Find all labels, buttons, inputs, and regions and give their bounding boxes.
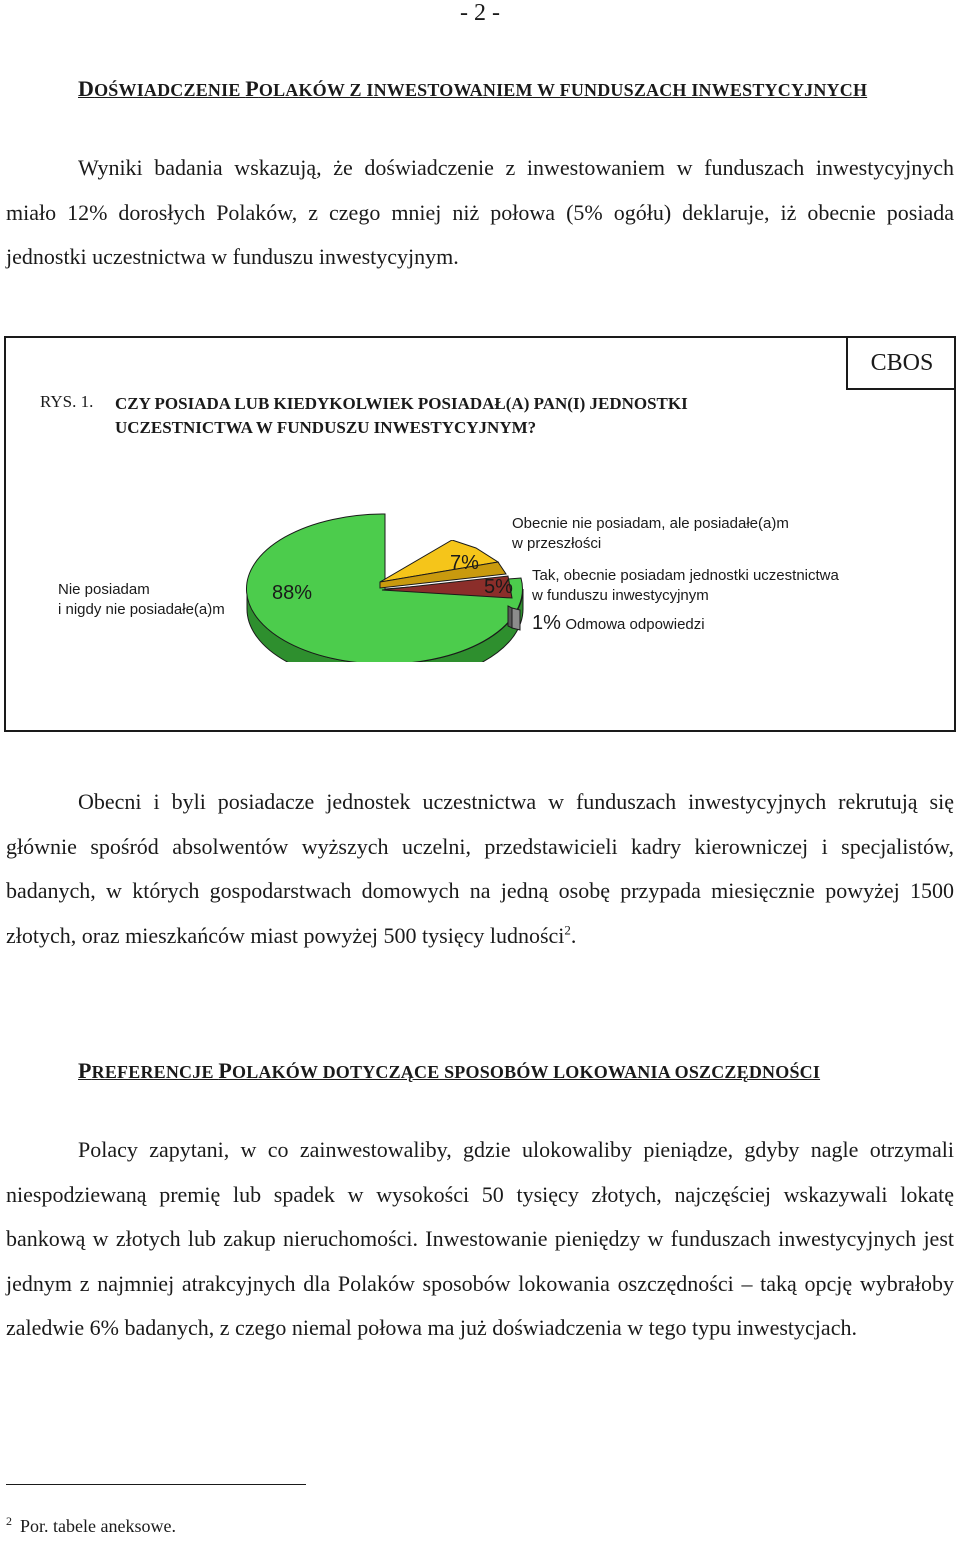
section-heading-preferences bbox=[78, 1058, 820, 1084]
slice-label-line: i nigdy nie posiadałe(a)m bbox=[58, 601, 225, 618]
slice-value-88: 88% bbox=[272, 582, 313, 604]
footnote-reference[interactable]: 2 bbox=[564, 922, 571, 938]
heading-part: P bbox=[78, 1058, 92, 1083]
heading-part: OLAKÓW Z INWESTOWANIEM W FUNDUSZACH INWESTYCYJNYCH bbox=[258, 80, 868, 100]
paragraph-intro bbox=[6, 146, 954, 280]
slice-value-5: 5% bbox=[484, 576, 513, 598]
heading-part: REFERENCJE bbox=[91, 1062, 219, 1082]
figure-title-line: UCZESTNICTWA W FUNDUSZU INWESTYCYJNYM? bbox=[115, 418, 537, 437]
paragraph-text: Polacy zapytani, w co zainwestowaliby, gdzie ulokowaliby pieniądze, gdyby nagle otrzymali niespodziewaną premię lub spadek w wysokości 50 tysięcy złotych, najczęściej wskazywali lokatę bankową w złotych lub zakup nieruchomości. Inwestowanie pieniędzy w funduszach inwestycyjnych jest jednym z najmniej atrakcyjnych dla Polaków sposobów lokowania oszczędności – taką opcję wybrałoby zaledwie 6% badanych, z czego niemal połowa ma już doświadczenia w tego typu inwestycjach. bbox=[6, 1137, 954, 1341]
slice-label-line: Nie posiadam bbox=[58, 581, 150, 598]
slice-label-currently-owned bbox=[532, 566, 839, 606]
footnote-number: 2 bbox=[6, 1514, 12, 1528]
slice-value-7: 7% bbox=[450, 552, 479, 574]
page-number: - 2 - bbox=[460, 0, 500, 26]
figure-label: RYS. 1. bbox=[40, 392, 94, 411]
footnote bbox=[6, 1514, 176, 1537]
heading-part: OLAKÓW DOTYCZĄCE SPOSOBÓW LOKOWANIA OSZCZĘDNOŚCI bbox=[232, 1062, 821, 1082]
slice-label-line: Tak, obecnie posiadam jednostki uczestnictwa bbox=[532, 567, 839, 584]
slice-label-refused bbox=[532, 612, 705, 635]
footnote-text: Por. tabele aneksowe. bbox=[20, 1516, 176, 1536]
slice-value-1: 1% bbox=[532, 612, 561, 634]
slice-label-line: Odmowa odpowiedzi bbox=[565, 616, 705, 633]
figure-title-line: CZY POSIADA LUB KIEDYKOLWIEK POSIADAŁ(A) PAN(I) JEDNOSTKI bbox=[115, 394, 688, 413]
heading-part: D bbox=[78, 76, 95, 101]
footnote-separator bbox=[6, 1484, 306, 1485]
heading-part: P bbox=[218, 1058, 232, 1083]
slice-label-past-owned bbox=[512, 514, 789, 554]
paragraph-end: . bbox=[570, 922, 577, 948]
figure-source-label: CBOS bbox=[846, 336, 956, 390]
slice-label-never-owned bbox=[58, 580, 225, 620]
heading-part: OŚWIADCZENIE bbox=[94, 80, 246, 100]
pie-slice-1 bbox=[512, 608, 520, 630]
paragraph-preferences bbox=[6, 1128, 954, 1351]
paragraph-body: Obecni i byli posiadacze jednostek uczestnictwa w funduszach inwestycyjnych rekrutują się głównie spośród absolwentów wyższych uczelni, przedstawicieli kadry kierowniczej i specjalistów, badanych, w których gospodarstwach domowych na jedną osobę przypada miesięcznie powyżej 1500 złotych, oraz mieszkańców miast powyżej 500 tysięcy ludności bbox=[6, 789, 954, 948]
section-heading-experience bbox=[78, 76, 867, 102]
paragraph-owners bbox=[6, 780, 954, 958]
figure-title bbox=[115, 392, 835, 440]
slice-label-line: Obecnie nie posiadam, ale posiadałe(a)m bbox=[512, 515, 789, 532]
heading-part: P bbox=[245, 76, 259, 101]
figure-frame-right-edge bbox=[954, 336, 956, 732]
slice-label-line: w przeszłości bbox=[512, 535, 602, 552]
paragraph-text bbox=[6, 780, 954, 958]
slice-label-line: w funduszu inwestycyjnym bbox=[532, 587, 709, 604]
paragraph-text: Wyniki badania wskazują, że doświadczenie z inwestowaniem w funduszach inwestycyjnych miało 12% dorosłych Polaków, z czego mniej niż połowa (5% ogółu) deklaruje, iż obecnie posiada jednostki uczestnictwa w funduszu inwestycyjnym. bbox=[6, 155, 954, 270]
pie-slice-side-1 bbox=[508, 606, 512, 628]
